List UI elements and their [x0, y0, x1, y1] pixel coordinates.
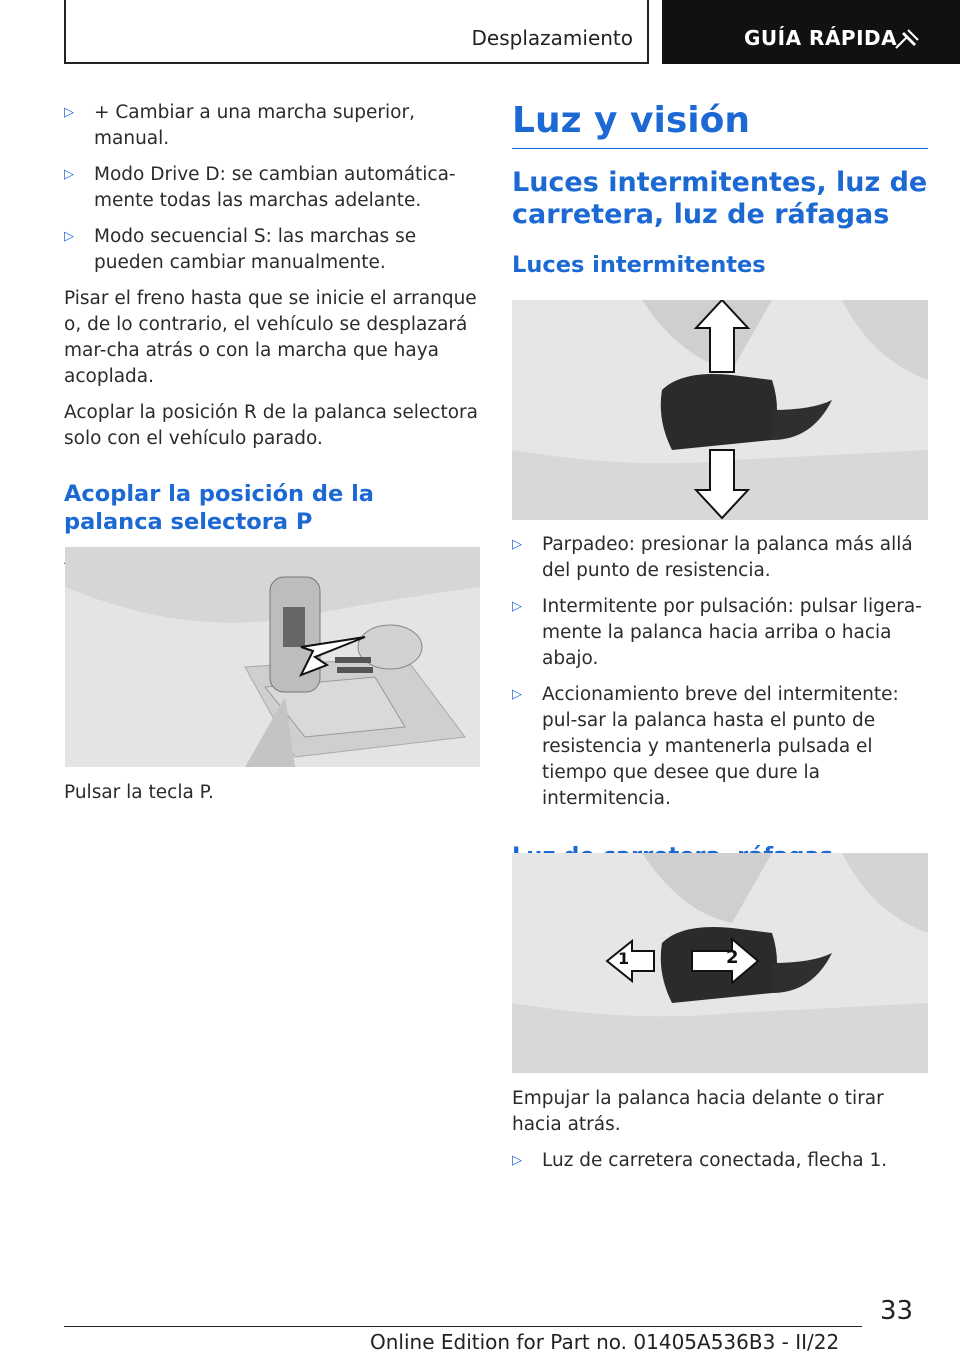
triangle-bullet-icon: ▷: [64, 229, 74, 244]
arrow-label-2: 2: [726, 947, 739, 968]
page-number: 33: [880, 1296, 914, 1326]
footer-edition: Online Edition for Part no. 01405A536B3 - II/22: [370, 1330, 840, 1354]
left-column: [64, 100, 480, 608]
triangle-bullet-icon: ▷: [512, 599, 522, 614]
list-item: ▷ Modo secuencial S: las marchas se pueden cambiar manualmente.: [64, 224, 480, 276]
turn-signal-image: [512, 300, 928, 520]
paragraph-brake: Pisar el freno hasta que se inicie el arranque o, de lo contrario, el vehículo se desplazará mar-cha atrás o con la marcha que haya acoplada.: [64, 288, 477, 387]
triangle-bullet-icon: ▷: [64, 167, 74, 182]
paragraph-reverse: Acoplar la posición R de la palanca selectora solo con el vehículo parado.: [64, 402, 478, 449]
right-column-top: [512, 100, 928, 279]
triangle-bullet-icon: ▷: [64, 105, 74, 120]
right-column-mid: [512, 532, 928, 870]
subsection-title: Luces intermitentes, luz de carretera, luz de ráfagas: [512, 167, 928, 230]
heading-intermitentes: Luces intermitentes: [512, 252, 766, 278]
list-item: ▷ Luz de carretera conectada, flecha 1.: [512, 1148, 928, 1174]
list-item: ▷ + Cambiar a una marcha superior, manual.: [64, 100, 480, 152]
section-title: Luz y visión: [512, 100, 750, 141]
triangle-bullet-icon: ▷: [512, 537, 522, 552]
footer-divider: [64, 1326, 862, 1327]
header-tab-quick-guide[interactable]: [662, 0, 960, 64]
pin-icon: [894, 28, 920, 50]
title-divider: [512, 148, 928, 149]
left-caption-block: [64, 780, 480, 816]
gear-selector-image: [65, 547, 480, 767]
header-section-box: [64, 0, 649, 64]
list-item: ▷ Accionamiento breve del intermitente: pul-sar la palanca hasta el punto de resistencia y mantenerla pulsada el tiempo que desee que dure la intermitencia.: [512, 682, 928, 812]
triangle-bullet-icon: ▷: [512, 687, 522, 702]
list-item: ▷ Modo Drive D: se cambian automática-mente todas las marchas adelante.: [64, 162, 480, 214]
paragraph-push-pull: Empujar la palanca hacia delante o tirar hacia atrás.: [512, 1088, 884, 1135]
caption-press-p: Pulsar la tecla P.: [64, 782, 214, 803]
arrow-label-1: 1: [618, 949, 630, 968]
header-section-title: Desplazamiento: [471, 26, 633, 50]
right-column-bottom: [512, 1086, 928, 1184]
triangle-bullet-icon: ▷: [512, 1153, 522, 1168]
list-item: ▷ Parpadeo: presionar la palanca más allá del punto de resistencia.: [512, 532, 928, 584]
heading-park-position: Acoplar la posición de la palanca selectora P: [64, 481, 374, 535]
list-item: ▷ Intermitente por pulsación: pulsar ligera-mente la palanca hacia arriba o hacia abajo.: [512, 594, 928, 672]
high-beam-image: [512, 853, 928, 1073]
header-tab-label: GUÍA RÁPIDA: [744, 26, 898, 50]
